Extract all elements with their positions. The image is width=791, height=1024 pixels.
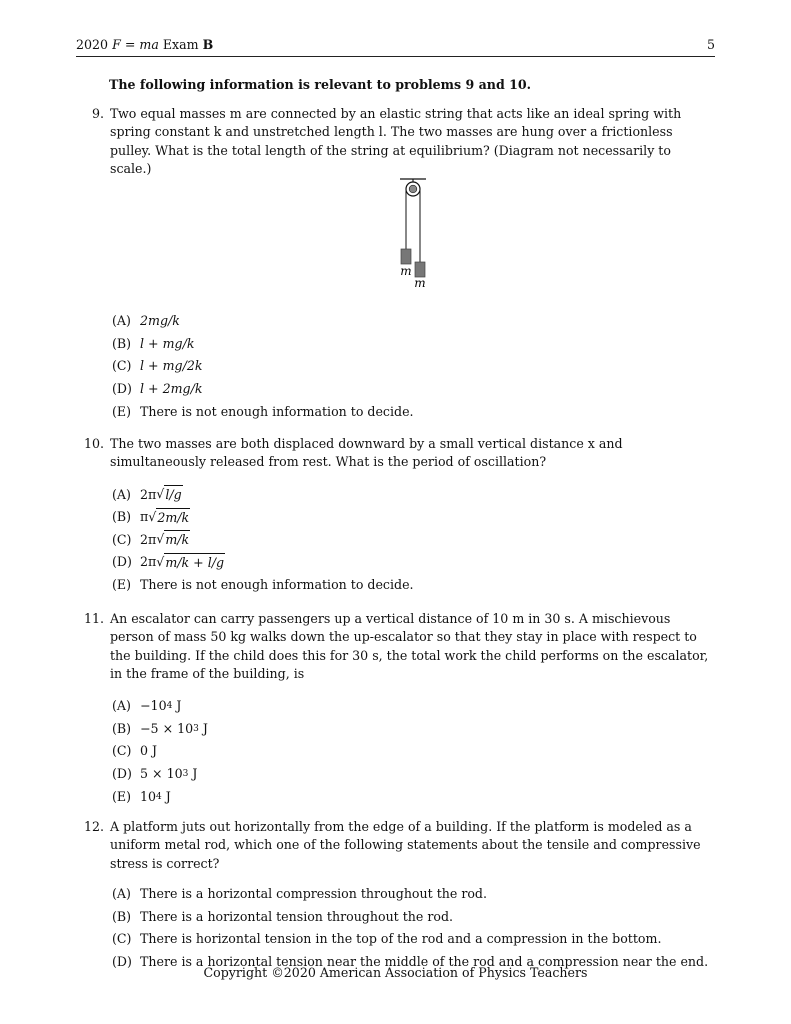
problem-text: An escalator can carry passengers up a vertical distance of 10 m in 30 s. A mischievous person of mass 50 kg walks down the up-escalator so that they stay in place with respect to the building. If the child does this for 30 s, the total work the child performs on the escalator, in the frame of the building, is bbox=[110, 611, 709, 681]
mass-block-right bbox=[415, 262, 425, 277]
choice-a[interactable]: (A) There is a horizontal compression throughout the rod. bbox=[112, 885, 487, 901]
problem-number: 10. bbox=[83, 436, 104, 451]
choice-d[interactable]: (D) l + 2mg/k bbox=[112, 380, 203, 396]
pulley-axle bbox=[409, 185, 417, 193]
choice-c[interactable]: (C) 2π √ m/k bbox=[112, 529, 715, 552]
choice-a[interactable]: (A) 2π √ l/g bbox=[112, 484, 715, 507]
problem-number: 9. bbox=[91, 106, 104, 121]
choice-b[interactable]: (B) π √ 2m/k bbox=[112, 506, 715, 529]
problem-number: 12. bbox=[83, 819, 104, 834]
problem-9-choices bbox=[76, 310, 715, 423]
sqrt-expression: √ m/k + l/g bbox=[156, 553, 225, 572]
copyright-footer: Copyright ©2020 American Association of Physics Teachers bbox=[203, 965, 588, 980]
problem-9 bbox=[76, 105, 715, 178]
choice-b[interactable]: (B) −5 × 10 3 J bbox=[112, 720, 208, 736]
problem-11 bbox=[76, 610, 715, 808]
problem-text: The two masses are both displaced downward by a small vertical distance x and simultaneously released from rest. What is the period of oscillation? bbox=[110, 436, 623, 470]
problem-text: A platform juts out horizontally from the edge of a building. If the platform is modeled as a uniform metal rod, which one of the following statements about the tensile and compressive stress is correct? bbox=[110, 819, 701, 871]
choice-d[interactable]: (D) There is a horizontal tension near the middle of the rod and a compression near the end. bbox=[112, 953, 709, 969]
choice-a[interactable]: (A) −10 4 J bbox=[112, 698, 182, 714]
problem-10 bbox=[76, 435, 715, 596]
choice-e[interactable]: (E) 10 4 J bbox=[112, 788, 171, 804]
choice-a[interactable]: (A) 2mg/k bbox=[112, 313, 180, 329]
problem-number: 11. bbox=[83, 611, 104, 626]
shared-info-note: The following information is relevant to problems 9 and 10. bbox=[109, 77, 532, 92]
sqrt-expression: √ l/g bbox=[156, 485, 182, 504]
choice-b[interactable]: (B) l + mg/k bbox=[112, 335, 195, 351]
choice-c[interactable]: (C) l + mg/2k bbox=[112, 358, 203, 374]
mass-label-right: m bbox=[414, 276, 426, 290]
mass-block-left bbox=[401, 249, 411, 264]
page-number: 5 bbox=[706, 37, 715, 52]
choice-c[interactable]: (C) There is horizontal tension in the top of the rod and a compression in the bottom. bbox=[112, 931, 662, 947]
mass-label-left: m bbox=[400, 264, 412, 278]
choice-e[interactable]: (E) There is not enough information to decide. bbox=[112, 577, 414, 593]
page-header bbox=[76, 36, 715, 57]
problem-12 bbox=[76, 818, 715, 973]
exam-title: 2020 F = ma Exam B bbox=[76, 37, 214, 52]
problem-text: Two equal masses m are connected by an elastic string that acts like an ideal spring with spring constant k and unstretched length l. The two masses are hung over a frictionless pulley. What is the total length of the string at equilibrium? (Diagram not necessarily to scale.) bbox=[110, 106, 682, 176]
choice-c[interactable]: (C) 0 J bbox=[112, 743, 158, 759]
sqrt-expression: √ 2m/k bbox=[148, 508, 190, 527]
choice-d[interactable]: (D) 2π √ m/k + l/g bbox=[112, 551, 715, 574]
pulley-diagram bbox=[392, 176, 442, 291]
choice-e[interactable]: (E) There is not enough information to decide. bbox=[112, 403, 414, 419]
sqrt-expression: √ m/k bbox=[156, 530, 190, 549]
choice-b[interactable]: (B) There is a horizontal tension throughout the rod. bbox=[112, 908, 454, 924]
choice-d[interactable]: (D) 5 × 10 3 J bbox=[112, 765, 198, 781]
